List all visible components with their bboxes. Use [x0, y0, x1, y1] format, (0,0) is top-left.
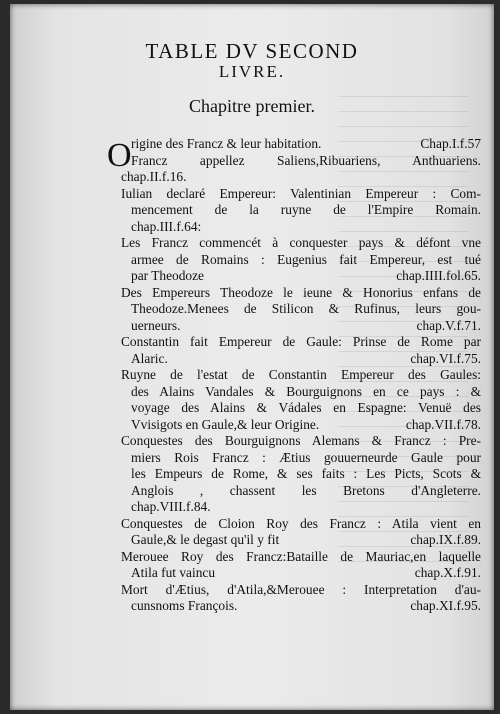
entry-text: voyage des Alains & Vádales en Espagne: Venuë des [131, 400, 481, 415]
toc-entry [121, 186, 481, 236]
chapter-heading: Chapitre premier. [189, 96, 315, 116]
table-of-contents [107, 134, 481, 615]
toc-entry [121, 367, 481, 433]
entry-text: mencement de la ruyne de l'Empire Romain. [131, 202, 481, 217]
entry-text: armee de Romains : Eugenius fait Empereur, est tué [131, 251, 481, 267]
chapter-reference: chap.X.f.91. [414, 565, 481, 580]
entry-text: Ruyne de l'estat de Constantin Empereur des Gaules: [121, 367, 481, 382]
chapter-reference: chap.VII.f.78. [405, 416, 481, 432]
entry-text: Gaule,& le degast qu'il y fit [131, 532, 280, 547]
entry-text: Conquestes de Cloion Roy des Francz : Atila vient en [121, 515, 481, 531]
toc-entry [121, 582, 481, 615]
drop-cap: O [107, 137, 132, 174]
chapter-reference: chap.IX.f.89. [410, 532, 481, 547]
entry-text: uerneurs. [131, 317, 181, 333]
entry-text: Anglois , chassent les Bretons d'Angleterre. [131, 482, 481, 498]
toc-entry [121, 334, 481, 367]
entry-text: des Alains Vandales & Bourguignons en ce pays : & [131, 383, 481, 399]
entry-text: Iulian declaré Empereur: Valentinian Empereur : Com- [121, 185, 481, 201]
entry-text: Alaric. [131, 350, 168, 366]
entry-text: Atila fut vaincu [131, 565, 216, 580]
entry-text: Les Francz commencét à conquester pays & défont vne [121, 235, 481, 250]
entry-text: par Theodoze [131, 268, 204, 283]
page-title: TABLE DV SECOND [145, 39, 359, 63]
entry-text: miers Rois Francz : Ætius gouuerneurde Gaule pour [131, 449, 481, 465]
chapter-reference: chap.III.f.64: [131, 218, 202, 234]
entry-text: Francz appellez Saliens,Ribuariens, Anthuariens. [131, 152, 481, 168]
toc-entry [107, 136, 481, 186]
entry-text: cunsnoms François. [131, 598, 238, 613]
entry-text: Conquestes des Bourguignons Alemans & Francz : Pre- [121, 433, 481, 448]
entry-text: Des Empereurs Theodoze le ieune & Honorius enfans de [121, 284, 481, 300]
chapter-reference: chap.XI.f.95. [410, 598, 481, 613]
entry-text: rigine des Francz & leur habitation. [131, 136, 322, 151]
entry-text: Mort d'Ætius, d'Atila,&Merouee : Interpretation d'au- [121, 581, 481, 597]
toc-entry [121, 433, 481, 516]
book-page [10, 4, 494, 710]
toc-entry [121, 285, 481, 335]
entry-text: Vvisigots en Gaule,& leur Origine. [131, 416, 320, 432]
entry-text: Theodoze.Menees de Stilicon & Rufinus, leurs gou- [131, 301, 481, 316]
toc-entry [121, 549, 481, 582]
toc-entry [121, 516, 481, 549]
chapter-reference: chap.II.f.16. [121, 169, 187, 184]
entry-text: les Empeurs de Rome, & ses faits : Les Picts, Scots & [131, 466, 481, 481]
page-subtitle: LIVRE. [218, 62, 286, 81]
entry-text: Merouee Roy des Francz:Bataille de Mauriac,en laquelle [121, 548, 481, 564]
chapter-reference: Chap.I.f.57 [420, 136, 481, 151]
chapter-reference: chap.VIII.f.84. [131, 499, 211, 514]
chapter-reference: chap.V.f.71. [416, 317, 481, 333]
toc-entry [121, 235, 481, 285]
entry-text: Constantin fait Empereur de Gaule: Prinse de Rome par [121, 334, 481, 349]
chapter-reference: chap.VI.f.75. [410, 350, 481, 366]
chapter-reference: chap.IIII.fol.65. [396, 268, 481, 283]
